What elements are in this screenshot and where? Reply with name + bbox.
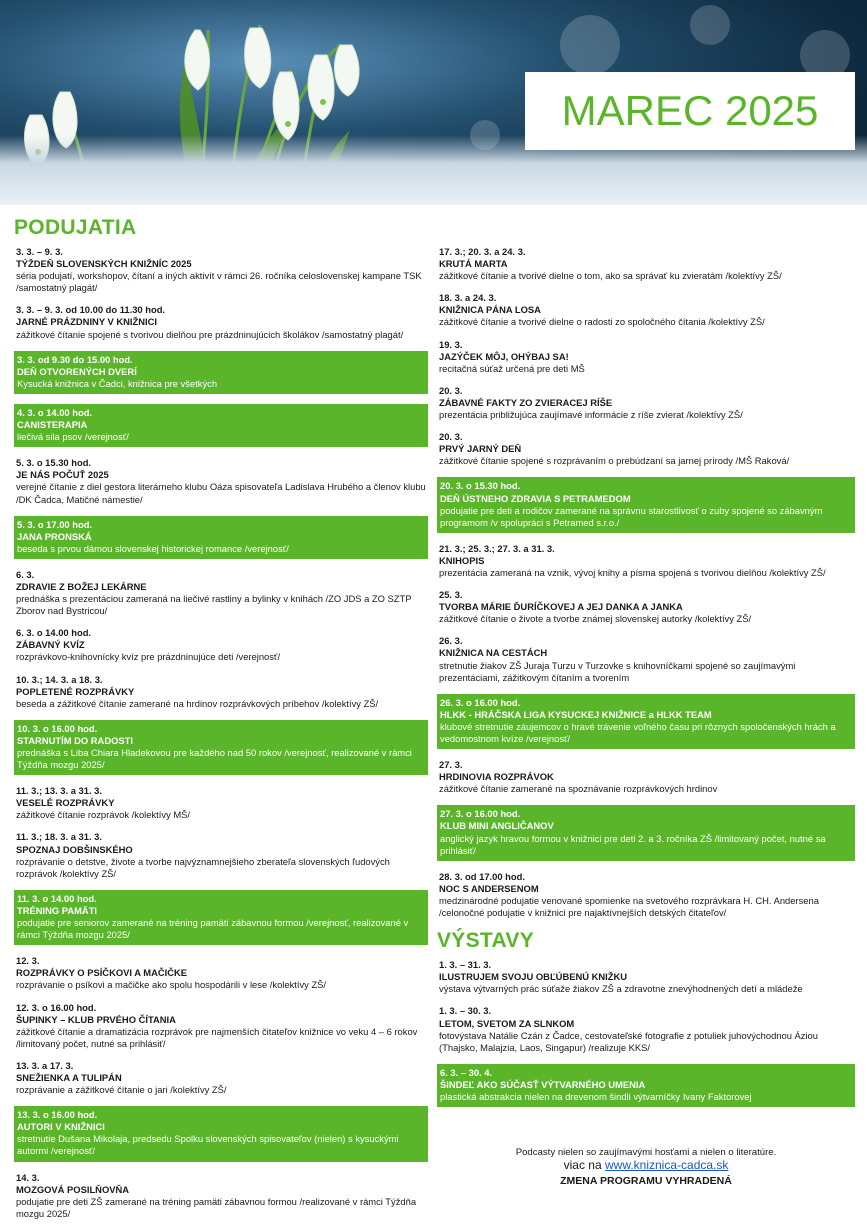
event-description: prezentácia približujúca zaujímavé informácie z ríše zvierat /kolektívy ZŠ/ [439, 409, 743, 421]
event-date: 6. 3. [16, 568, 35, 580]
event-item [14, 1172, 428, 1220]
event-date: 3. 3. – 9. 3. [16, 246, 63, 257]
event-description: zážitkové čítanie o živote a tvorbe známej slovenskej autorky /kolektívy ZŠ/ [439, 613, 752, 625]
event-description: prednáška s prezentáciou zameraná na liečivé rastliny a bylinky v knihách /ZO JDS a ZO SZTP Zborov nad Bystricou/ [16, 593, 412, 617]
footer-more-label: viac na [563, 1158, 602, 1172]
event-title: HLKK - HRÁČSKA LIGA KYSUCKEJ KNIŽNICE a HLKK TEAM [440, 708, 712, 720]
event-title: ROZPRÁVKY O PSÍČKOVI A MAČIČKE [16, 967, 188, 979]
event-title: ŠUPINKY – KLUB PRVÉHO ČÍTANIA [16, 1013, 176, 1025]
event-item [14, 674, 428, 710]
exhibitions-list [437, 959, 855, 1107]
event-description: medzinárodné podujatie venované spomienke na svetového rozprávkara H. CH. Andersena /celonočné podujatie v knižnici pre najaktívnejších detských čitateľov/ [439, 894, 819, 919]
event-title: JE NÁS POČUŤ 2025 [16, 469, 109, 481]
event-item [14, 304, 428, 340]
event-item [14, 1060, 428, 1096]
event-title: ZDRAVIE Z BOŽEJ LEKÁRNE [16, 580, 147, 592]
footer-more-line [437, 1159, 855, 1172]
event-date: 25. 3. [439, 589, 463, 601]
event-title: TÝŽDEŇ SLOVENSKÝCH KNIŽNÍC 2025 [16, 258, 192, 270]
event-date: 5. 3. o 17.00 hod. [17, 518, 93, 530]
event-description: prezentácia zameraná na vznik, vývoj knihy a písma spojená s tvorivou dielňou /kolektívy ZŠ/ [439, 566, 826, 578]
event-description: zážitkové čítanie zamerané na spoznávanie rozprávkových hrdinov [439, 783, 718, 795]
event-description: zážitkové čítanie a dramatizácia rozprávok pre najmenších čitateľov knižnice vo veku 4 – 6 rokov /limitovaný počet, nutné sa prihlásiť/ [16, 1025, 418, 1049]
event-date: 1. 3. – 31. 3. [439, 959, 492, 971]
event-description: beseda a zážitkové čítanie zamerané na hrdinov rozprávkových príbehov /kolektívy ZŠ/ [16, 697, 379, 709]
event-title: DEŇ OTVORENÝCH DVERÍ [17, 365, 137, 377]
event-description: rozprávanie a zážitkové čítanie o jari /kolektívy ZŠ/ [16, 1084, 227, 1096]
event-item [437, 759, 855, 795]
event-title: JARNÉ PRÁZDNINY V KNIŽNICI [16, 316, 157, 328]
event-date: 20. 3. [439, 431, 463, 443]
event-date: 12. 3. [16, 955, 40, 967]
event-title: DEŇ ÚSTNEHO ZDRAVIA S PETRAMEDOM [440, 492, 631, 504]
event-item [437, 246, 855, 282]
event-title: TRÉNING PAMÄTI [17, 904, 98, 916]
event-item [14, 785, 428, 821]
event-date: 6. 3. o 14.00 hod. [16, 627, 92, 639]
event-item [437, 339, 855, 375]
event-description: zážitkové čítanie rozprávok /kolektívy MŠ/ [16, 809, 191, 821]
event-item [437, 1005, 855, 1053]
event-item [437, 385, 855, 421]
event-date: 11. 3.; 18. 3. a 31. 3. [16, 831, 102, 843]
event-item [437, 959, 855, 995]
event-title: JANA PRONSKÁ [17, 530, 92, 542]
event-date: 26. 3. o 16.00 hod. [440, 696, 521, 708]
event-date: 5. 3. o 15.30 hod. [16, 457, 92, 469]
event-item [14, 955, 428, 991]
event-date: 14. 3. [16, 1171, 40, 1183]
event-date: 21. 3.; 25. 3.; 27. 3. a 31. 3. [439, 542, 555, 554]
event-item-highlighted [437, 805, 855, 860]
event-description: výstava výtvarných prác súťaže žiakov ZŠ a zdravotne znevýhodnených detí a mládeže [439, 983, 803, 995]
event-title: ILUSTRUJEM SVOJU OBĽÚBENÚ KNIŽKU [439, 971, 628, 983]
event-date: 13. 3. a 17. 3. [16, 1059, 74, 1071]
event-description: podujatie pre seniorov zamerané na tréning pamäti zábavnou formou /verejnosť, realizované v rámci Týždňa mozgu 2025/ [17, 917, 409, 941]
event-description: beseda s prvou dámou slovenskej historickej romance /verejnosť/ [17, 542, 289, 554]
event-date: 17. 3.; 20. 3. a 24. 3. [439, 246, 526, 257]
events-column-left [14, 216, 428, 1230]
event-item [437, 589, 855, 625]
event-title: STARNUTÍM DO RADOSTI [17, 734, 133, 746]
event-date: 3. 3. od 9.30 do 15.00 hod. [17, 353, 133, 365]
event-description: plastická abstrakcia nielen na drevenom šindli výtvarníčky Ivany Faktorovej [440, 1090, 752, 1102]
event-title: HRDINOVIA ROZPRÁVOK [439, 771, 554, 783]
event-item-highlighted [437, 1064, 855, 1107]
event-description: prednáška s Liba Chiara Hladekovou pre každého nad 50 rokov /verejnosť, realizované v rámci Týždňa mozgu 2025/ [17, 747, 412, 771]
events-list-left [14, 246, 428, 1220]
event-date: 3. 3. – 9. 3. od 10.00 do 11.30 hod. [16, 304, 166, 316]
event-item-highlighted [14, 516, 428, 559]
event-item [14, 246, 428, 294]
event-date: 19. 3. [439, 338, 463, 350]
event-description: recitačná súťaž určená pre deti MŠ [439, 362, 585, 374]
event-date: 27. 3. o 16.00 hod. [440, 808, 521, 820]
event-description: anglický jazyk hravou formou v knižnici pre deti 2. a 3. ročníka ZŠ /limitovaný počet, nutné sa prihlásiť/ [440, 832, 826, 856]
event-title: ZÁBAVNÉ FAKTY ZO ZVIERACEJ RÍŠE [439, 396, 613, 408]
event-description: zážitkové čítanie a tvorivé dielne o tom, ako sa správať ku zvieratám /kolektívy ZŠ/ [439, 270, 782, 282]
event-title: SNEŽIENKA A TULIPÁN [16, 1071, 122, 1083]
event-title: VESELÉ ROZPRÁVKY [16, 797, 115, 809]
page-title: MAREC 2025 [561, 87, 819, 134]
event-description: rozprávanie o psíkovi a mačičke ako spolu hospodárili v lese /kolektívy ZŠ/ [16, 979, 327, 991]
event-title: KNIŽNICA NA CESTÁCH [439, 647, 548, 659]
event-item [14, 569, 428, 617]
program-change-notice: ZMENA PROGRAMU VYHRADENÁ [560, 1175, 732, 1187]
event-title: KLUB MINI ANGLIČANOV [440, 820, 554, 832]
event-item-highlighted [437, 694, 855, 749]
title-box [525, 72, 855, 150]
event-description: liečivá sila psov /verejnosť/ [17, 431, 129, 443]
event-item [14, 1002, 428, 1050]
event-date: 18. 3. a 24. 3. [439, 292, 497, 304]
event-title: AUTORI V KNIŽNICI [17, 1121, 105, 1133]
event-description: fotovýstava Natálie Czán z Čadce, cestovateľské fotografie z potuliek juhovýchodnou Áziou (Thajsko, Malajzia, Laos, Singapur) /realizuje KKS/ [439, 1029, 818, 1053]
event-title: ZÁBAVNÝ KVÍZ [16, 639, 85, 651]
event-date: 27. 3. [439, 759, 463, 771]
event-date: 11. 3.; 13. 3. a 31. 3. [16, 785, 102, 797]
event-item [437, 292, 855, 328]
event-title: TVORBA MÁRIE ĎURÍČKOVEJ A JEJ DANKA A JANKA [439, 601, 683, 613]
event-item [14, 831, 428, 879]
events-column-right [437, 246, 855, 1117]
event-date: 28. 3. od 17.00 hod. [439, 870, 525, 882]
event-item-highlighted [14, 890, 428, 945]
event-description: verejné čítanie z diel gestora literárneho klubu Oáza spisovateľa Ladislava Hrubého a členov klubu /DK Čadca, Matičné námestie/ [16, 481, 426, 505]
event-item-highlighted [14, 404, 428, 447]
event-description: rozprávanie o detstve, živote a tvorbe najvýznamnejšieho zberateľa slovenských ľudových rozprávok /kolektívy ZŠ/ [16, 855, 390, 879]
event-description: stretnutie Dušana Mikolaja, predsedu Spolku slovenských spisovateľov (nielen) s kysuckými autormi /verejnosť/ [17, 1133, 399, 1157]
event-date: 12. 3. o 16.00 hod. [16, 1001, 97, 1013]
event-description: zážitkové čítanie spojené s tvorivou dielňou pre prázdninujúcich školákov /samostatný plagát/ [16, 328, 404, 340]
event-item [437, 871, 855, 919]
event-date: 20. 3. o 15.30 hod. [440, 480, 521, 492]
event-title: POPLETENÉ ROZPRÁVKY [16, 685, 135, 697]
event-description: Kysucká knižnica v Čadci, knižnica pre všetkých [17, 377, 218, 389]
event-date: 26. 3. [439, 635, 463, 647]
event-title: MOZGOVÁ POSILŇOVŇA [16, 1183, 130, 1195]
event-title: NOC S ANDERSENOM [439, 882, 539, 894]
event-title: KNIŽNICA PÁNA LOSA [439, 304, 541, 316]
events-list-right [437, 246, 855, 919]
event-description: rozprávkovo-knihovnícky kvíz pre prázdninujúce deti /verejnosť/ [16, 651, 281, 663]
event-date: 1. 3. – 30. 3. [439, 1005, 492, 1017]
footer-podcasts-text: Podcasty nielen so zaujímavými hosťami a nielen o literatúre. [515, 1147, 777, 1158]
event-item [437, 543, 855, 579]
event-item [437, 635, 855, 683]
event-item [14, 627, 428, 663]
event-item [437, 431, 855, 467]
event-description: séria podujatí, workshopov, čítaní a iných aktivít v rámci 26. ročníka celoslovenskej kampane TSK /samostatný plagát/ [16, 270, 422, 294]
event-date: 20. 3. [439, 384, 463, 396]
event-date: 6. 3. – 30. 4. [440, 1066, 493, 1078]
event-description: zážitkové čítanie a tvorivé dielne o radosti zo spoločného čítania /kolektívy ZŠ/ [439, 316, 765, 328]
event-description: klubové stretnutie záujemcov o hravé trávenie voľného času pri rôznych spoločenských hrách a vedomostnom kvíze /verejnosť/ [440, 720, 836, 744]
event-title: KRUTÁ MARTA [439, 258, 508, 270]
event-date: 10. 3. o 16.00 hod. [17, 722, 98, 734]
event-title: KNIHOPIS [439, 554, 485, 566]
event-item-highlighted [14, 1106, 428, 1161]
event-title: LETOM, SVETOM ZA SLNKOM [439, 1017, 575, 1029]
event-title: PRVÝ JARNÝ DEŇ [439, 443, 522, 455]
event-description: stretnutie žiakov ZŠ Juraja Turzu v Turzovke s knihovníčkami spojené so zaujímavými prezentáciami, zážitkovým čítaním a tvorením [439, 659, 796, 683]
event-date: 4. 3. o 14.00 hod. [17, 406, 93, 418]
event-title: SPOZNAJ DOBŠINSKÉHO [16, 843, 133, 855]
section-title-vystavy: VÝSTAVY [437, 929, 535, 953]
event-description: zážitkové čítanie spojené s rozprávaním o prebúdzaní sa jarnej prírody /MŠ Raková/ [439, 455, 790, 467]
event-title: JAZÝČEK MÔJ, OHÝBAJ SA! [439, 350, 569, 362]
website-link[interactable]: www.kniznica-cadca.sk [605, 1158, 729, 1172]
event-title: ŠINDEĽ AKO SÚČASŤ VÝTVARNÉHO UMENIA [440, 1078, 646, 1090]
event-date: 10. 3.; 14. 3. a 18. 3. [16, 673, 103, 685]
event-date: 11. 3. o 14.00 hod. [17, 892, 97, 904]
event-item-highlighted [14, 720, 428, 775]
event-description: podujatie pre deti ZŠ zamerané na tréning pamäti zábavnou formou /realizované v rámci Týždňa mozgu 2025/ [16, 1195, 417, 1219]
footer [437, 1146, 855, 1188]
event-date: 13. 3. o 16.00 hod. [17, 1109, 98, 1121]
event-item [14, 457, 428, 505]
event-description: podujatie pre deti a rodičov zamerané na správnu starostlivosť o zuby spojené so zábavným programom /v spolupráci s Petramed s.r.o./ [440, 504, 823, 528]
event-title: CANISTERAPIA [17, 419, 88, 431]
event-item-highlighted [437, 477, 855, 532]
event-item-highlighted [14, 351, 428, 394]
section-title-podujatia: PODUJATIA [14, 216, 137, 239]
